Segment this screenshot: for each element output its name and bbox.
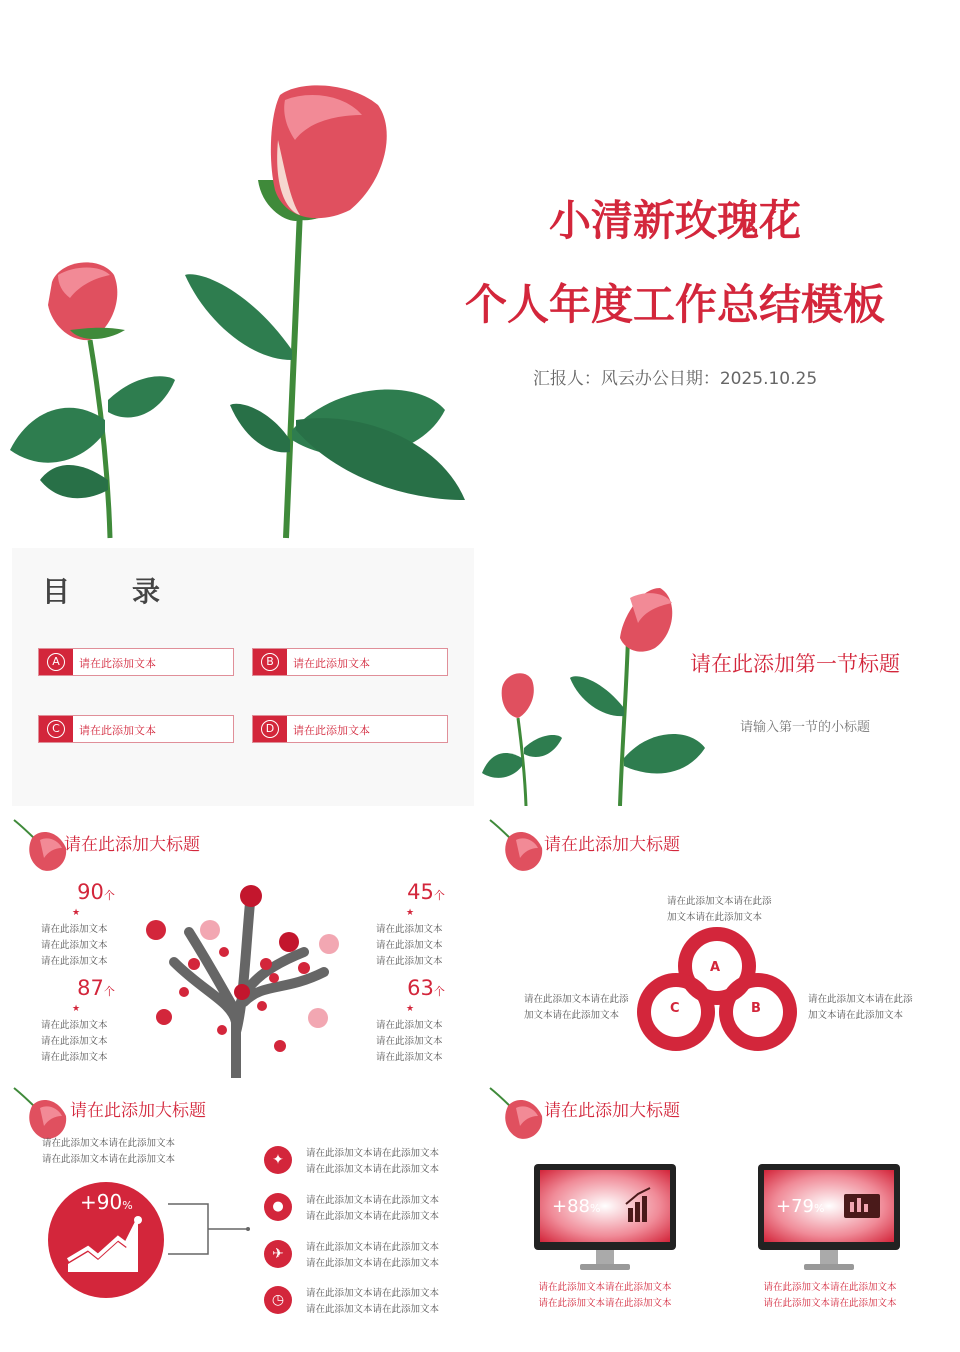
toc-item-b[interactable] xyxy=(252,648,448,676)
caption-line: 请在此添加文本请在此添加文本 xyxy=(538,1282,672,1293)
text-line: 请在此添加文本请在此添 xyxy=(524,994,629,1005)
airplane-icon: ✈ xyxy=(264,1240,292,1268)
toc-letter-badge xyxy=(253,649,287,675)
star-icon: ★ xyxy=(72,1004,81,1014)
stat-line: 请在此添加文本 xyxy=(376,956,443,967)
stat-block-90 xyxy=(56,880,136,904)
toc-item-label: 请在此添加文本 xyxy=(293,724,370,737)
toc-letter: D xyxy=(261,720,279,738)
text-line: 请在此添加文本请在此添加文本 xyxy=(306,1148,440,1159)
text-line: 请在此添加文本请在此添加文本 xyxy=(306,1242,440,1253)
stat-number: 45 xyxy=(407,880,434,904)
toc-heading-char1: 目 xyxy=(42,575,73,608)
tree-graphic xyxy=(144,882,344,1078)
stat-lines xyxy=(41,1018,108,1066)
monitor-unit: % xyxy=(590,1202,601,1215)
cover-title-line1: 小清新玫瑰花 xyxy=(548,196,801,245)
toc-letter: C xyxy=(47,720,65,738)
stat-block-45 xyxy=(386,880,466,904)
stat-line: 请在此添加文本 xyxy=(376,940,443,951)
icons-list-slide xyxy=(6,1080,476,1350)
monitors-slide-title: 请在此添加大标题 xyxy=(544,1101,680,1121)
text-line: 请在此添加文本请在此添加文本 xyxy=(306,1304,440,1315)
text-line: 请在此添加文本请在此添 xyxy=(667,896,772,907)
toc-slide xyxy=(12,548,474,806)
tree-slide-title: 请在此添加大标题 xyxy=(64,835,200,855)
cycle-label-c: C xyxy=(670,1001,680,1016)
text-line: 加文本请在此添加文本 xyxy=(524,1010,620,1021)
toc-letter: A xyxy=(47,653,65,671)
growth-percent xyxy=(80,1190,133,1214)
reporter-info: 汇报人：风云办公日期：2025.10.25 xyxy=(532,369,818,389)
rose-corner-icon xyxy=(486,1082,546,1144)
toc-letter-badge xyxy=(39,716,73,742)
monitor-1-value xyxy=(552,1196,600,1217)
monitor-unit: % xyxy=(814,1202,825,1215)
caption-line: 请在此添加文本请在此添加文本 xyxy=(763,1282,897,1293)
percent-unit: % xyxy=(122,1199,133,1212)
text-line: 请在此添加文本请在此添加文本 xyxy=(306,1211,440,1222)
stat-block-87 xyxy=(56,976,136,1000)
toc-item-d[interactable] xyxy=(252,715,448,743)
monitor-value: +79 xyxy=(776,1196,814,1217)
stat-line: 请在此添加文本 xyxy=(376,1052,443,1063)
star-icon: ★ xyxy=(72,908,81,918)
stat-line: 请在此添加文本 xyxy=(41,956,108,967)
text-line: 请在此添加文本请在此添 xyxy=(808,994,913,1005)
monitors-slide xyxy=(482,1080,952,1350)
roses-illustration xyxy=(0,60,470,540)
abc-top-text xyxy=(667,894,772,926)
cycle-label-a: A xyxy=(710,960,721,975)
stat-number: 63 xyxy=(407,976,434,1000)
abc-slide-title: 请在此添加大标题 xyxy=(544,835,680,855)
toc-item-label: 请在此添加文本 xyxy=(79,724,156,737)
stat-line: 请在此添加文本 xyxy=(41,940,108,951)
intro-text xyxy=(42,1136,175,1168)
section1-slide xyxy=(480,548,960,806)
caption-line: 请在此添加文本请在此添加文本 xyxy=(538,1298,672,1309)
stat-lines xyxy=(376,1018,443,1066)
stat-line: 请在此添加文本 xyxy=(376,924,443,935)
abc-left-text xyxy=(524,992,629,1024)
abc-cycle-diagram xyxy=(632,924,802,1054)
toc-heading xyxy=(42,570,222,610)
people-icon: ● xyxy=(264,1193,292,1221)
stat-unit: 个 xyxy=(103,889,115,902)
percent-value: +90 xyxy=(80,1190,123,1214)
monitor-2 xyxy=(758,1164,900,1274)
text-line: 请在此添加文本请在此添加文本 xyxy=(306,1164,440,1175)
lightbulb-icon: ✦ xyxy=(264,1146,292,1174)
stat-line: 请在此添加文本 xyxy=(41,924,108,935)
bracket-connector xyxy=(166,1200,256,1260)
stat-lines xyxy=(41,922,108,970)
list-item-text xyxy=(306,1146,439,1178)
icons-slide-title: 请在此添加大标题 xyxy=(70,1101,206,1121)
monitor-value: +88 xyxy=(552,1196,590,1217)
tree-stats-slide xyxy=(6,812,476,1077)
stat-line: 请在此添加文本 xyxy=(376,1020,443,1031)
abc-right-text xyxy=(808,992,913,1024)
monitor-1 xyxy=(534,1164,676,1274)
section1-subtitle: 请输入第一节的小标题 xyxy=(740,720,871,735)
rose-corner-icon xyxy=(486,814,546,876)
toc-item-label: 请在此添加文本 xyxy=(293,657,370,670)
toc-letter-badge xyxy=(253,716,287,742)
toc-item-a[interactable] xyxy=(38,648,234,676)
text-line: 请在此添加文本请在此添加文本 xyxy=(306,1195,440,1206)
stat-block-63 xyxy=(386,976,466,1000)
text-line: 请在此添加文本请在此添加文本 xyxy=(306,1258,440,1269)
text-line: 加文本请在此添加文本 xyxy=(667,912,763,923)
star-icon: ★ xyxy=(406,1004,415,1014)
stat-unit: 个 xyxy=(433,889,445,902)
toc-item-label: 请在此添加文本 xyxy=(79,657,156,670)
roses-small-illustration xyxy=(480,578,720,806)
stat-number: 90 xyxy=(77,880,104,904)
clock-icon: ◷ xyxy=(264,1286,292,1314)
text-line: 请在此添加文本请在此添加文本 xyxy=(42,1154,176,1165)
text-line: 加文本请在此添加文本 xyxy=(808,1010,904,1021)
list-item-text xyxy=(306,1193,439,1225)
toc-letter-badge xyxy=(39,649,73,675)
toc-heading-char2: 录 xyxy=(132,575,163,608)
stat-unit: 个 xyxy=(433,985,445,998)
stat-line: 请在此添加文本 xyxy=(41,1052,108,1063)
list-item-text xyxy=(306,1286,439,1318)
text-line: 请在此添加文本请在此添加文本 xyxy=(306,1288,440,1299)
cover-title-line2: 个人年度工作总结模板 xyxy=(464,280,885,329)
monitor-2-caption xyxy=(730,1280,930,1312)
toc-item-c[interactable] xyxy=(38,715,234,743)
list-item-text xyxy=(306,1240,439,1272)
abc-cycle-slide xyxy=(482,812,952,1077)
stat-unit: 个 xyxy=(103,985,115,998)
cover-slide xyxy=(0,0,960,540)
stat-lines xyxy=(376,922,443,970)
star-icon: ★ xyxy=(406,908,415,918)
stat-line: 请在此添加文本 xyxy=(41,1036,108,1047)
stat-line: 请在此添加文本 xyxy=(41,1020,108,1031)
caption-line: 请在此添加文本请在此添加文本 xyxy=(763,1298,897,1309)
text-line: 请在此添加文本请在此添加文本 xyxy=(42,1138,176,1149)
stat-number: 87 xyxy=(77,976,104,1000)
monitor-1-caption xyxy=(505,1280,705,1312)
rose-corner-icon xyxy=(10,814,70,876)
section1-title: 请在此添加第一节标题 xyxy=(690,652,900,676)
cycle-label-b: B xyxy=(751,1001,761,1016)
rose-corner-icon xyxy=(10,1082,70,1144)
stat-line: 请在此添加文本 xyxy=(376,1036,443,1047)
toc-letter: B xyxy=(261,653,279,671)
monitor-2-value xyxy=(776,1196,824,1217)
